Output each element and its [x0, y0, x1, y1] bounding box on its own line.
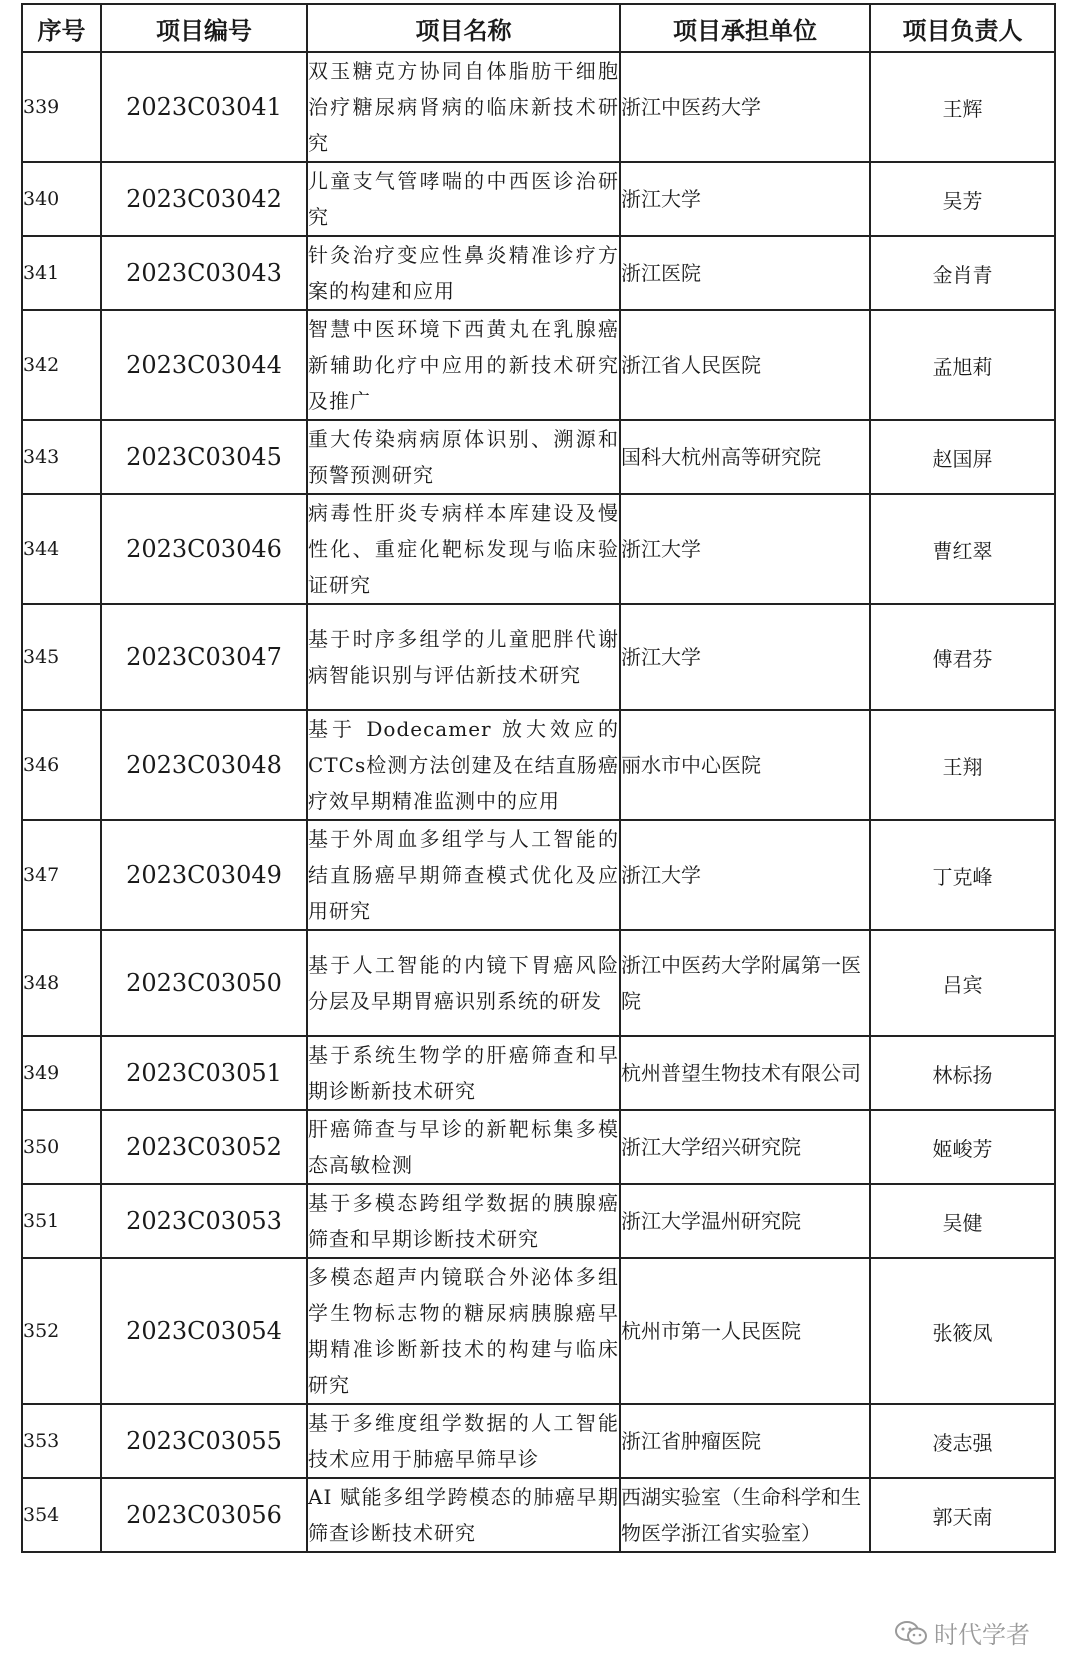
cell-seq: 354 — [22, 1478, 101, 1552]
cell-name: AI 赋能多组学跨模态的肺癌早期筛查诊断技术研究 — [307, 1478, 620, 1552]
cell-seq: 352 — [22, 1258, 101, 1404]
cell-seq: 343 — [22, 420, 101, 494]
cell-code: 2023C03052 — [101, 1110, 307, 1184]
table-row — [22, 1184, 1055, 1258]
cell-seq: 346 — [22, 710, 101, 820]
header-person: 项目负责人 — [870, 4, 1055, 52]
cell-code: 2023C03042 — [101, 162, 307, 236]
cell-person: 吴健 — [870, 1184, 1055, 1258]
cell-unit: 浙江医院 — [620, 236, 870, 310]
watermark-text: 时代学者 — [934, 1621, 1030, 1649]
cell-person: 金肖青 — [870, 236, 1055, 310]
table-row — [22, 162, 1055, 236]
cell-code: 2023C03045 — [101, 420, 307, 494]
header-row — [22, 4, 1055, 52]
cell-seq: 345 — [22, 604, 101, 710]
cell-seq: 348 — [22, 930, 101, 1036]
table-row — [22, 1036, 1055, 1110]
cell-seq: 349 — [22, 1036, 101, 1110]
cell-person: 孟旭莉 — [870, 310, 1055, 420]
cell-unit: 浙江大学 — [620, 494, 870, 604]
cell-name: 智慧中医环境下西黄丸在乳腺癌新辅助化疗中应用的新技术研究及推广 — [307, 310, 620, 420]
table-row — [22, 710, 1055, 820]
table-row — [22, 52, 1055, 162]
cell-unit: 浙江大学 — [620, 820, 870, 930]
table-row — [22, 1478, 1055, 1552]
table-row — [22, 494, 1055, 604]
cell-seq: 353 — [22, 1404, 101, 1478]
cell-person: 姬峻芳 — [870, 1110, 1055, 1184]
table-row — [22, 1258, 1055, 1404]
table-row — [22, 310, 1055, 420]
cell-unit: 浙江中医药大学附属第一医院 — [620, 930, 870, 1036]
table-row — [22, 1404, 1055, 1478]
cell-person: 林标扬 — [870, 1036, 1055, 1110]
wechat-icon — [894, 1620, 928, 1646]
cell-unit: 杭州市第一人民医院 — [620, 1258, 870, 1404]
cell-name: 基于多模态跨组学数据的胰腺癌筛查和早期诊断技术研究 — [307, 1184, 620, 1258]
cell-person: 赵国屏 — [870, 420, 1055, 494]
cell-seq: 351 — [22, 1184, 101, 1258]
cell-seq: 339 — [22, 52, 101, 162]
cell-name: 儿童支气管哮喘的中西医诊治研究 — [307, 162, 620, 236]
cell-code: 2023C03043 — [101, 236, 307, 310]
cell-unit: 浙江大学 — [620, 162, 870, 236]
cell-unit: 浙江大学 — [620, 604, 870, 710]
cell-seq: 350 — [22, 1110, 101, 1184]
cell-name: 基于人工智能的内镜下胃癌风险分层及早期胃癌识别系统的研发 — [307, 930, 620, 1036]
cell-code: 2023C03044 — [101, 310, 307, 420]
cell-name: 基于多维度组学数据的人工智能技术应用于肺癌早筛早诊 — [307, 1404, 620, 1478]
cell-seq: 347 — [22, 820, 101, 930]
cell-person: 郭天南 — [870, 1478, 1055, 1552]
header-unit: 项目承担单位 — [620, 4, 870, 52]
cell-name: 基于 Dodecamer 放大效应的CTCs检测方法创建及在结直肠癌疗效早期精准监测中的应用 — [307, 710, 620, 820]
cell-code: 2023C03046 — [101, 494, 307, 604]
cell-name: 基于外周血多组学与人工智能的结直肠癌早期筛查模式优化及应用研究 — [307, 820, 620, 930]
project-table — [21, 3, 1056, 1553]
header-seq: 序号 — [22, 4, 101, 52]
cell-person: 丁克峰 — [870, 820, 1055, 930]
cell-code: 2023C03048 — [101, 710, 307, 820]
table-row — [22, 420, 1055, 494]
cell-unit: 西湖实验室（生命科学和生物医学浙江省实验室） — [620, 1478, 870, 1552]
cell-code: 2023C03041 — [101, 52, 307, 162]
cell-code: 2023C03054 — [101, 1258, 307, 1404]
cell-unit: 浙江省肿瘤医院 — [620, 1404, 870, 1478]
cell-person: 吴芳 — [870, 162, 1055, 236]
cell-code: 2023C03049 — [101, 820, 307, 930]
cell-seq: 340 — [22, 162, 101, 236]
cell-unit: 国科大杭州高等研究院 — [620, 420, 870, 494]
table-row — [22, 820, 1055, 930]
cell-person: 王翔 — [870, 710, 1055, 820]
cell-name: 针灸治疗变应性鼻炎精准诊疗方案的构建和应用 — [307, 236, 620, 310]
cell-code: 2023C03056 — [101, 1478, 307, 1552]
cell-name: 双玉糖克方协同自体脂肪干细胞治疗糖尿病肾病的临床新技术研究 — [307, 52, 620, 162]
table-row — [22, 930, 1055, 1036]
header-name: 项目名称 — [307, 4, 620, 52]
cell-unit: 浙江中医药大学 — [620, 52, 870, 162]
cell-unit: 丽水市中心医院 — [620, 710, 870, 820]
cell-unit: 浙江省人民医院 — [620, 310, 870, 420]
cell-seq: 344 — [22, 494, 101, 604]
cell-person: 王辉 — [870, 52, 1055, 162]
cell-code: 2023C03047 — [101, 604, 307, 710]
cell-code: 2023C03055 — [101, 1404, 307, 1478]
cell-unit: 浙江大学温州研究院 — [620, 1184, 870, 1258]
cell-code: 2023C03050 — [101, 930, 307, 1036]
cell-code: 2023C03051 — [101, 1036, 307, 1110]
cell-seq: 342 — [22, 310, 101, 420]
cell-name: 肝癌筛查与早诊的新靶标集多模态高敏检测 — [307, 1110, 620, 1184]
cell-unit: 杭州普望生物技术有限公司 — [620, 1036, 870, 1110]
cell-name: 基于系统生物学的肝癌筛查和早期诊断新技术研究 — [307, 1036, 620, 1110]
cell-name: 重大传染病病原体识别、溯源和预警预测研究 — [307, 420, 620, 494]
table-row — [22, 604, 1055, 710]
header-code: 项目编号 — [101, 4, 307, 52]
cell-name: 病毒性肝炎专病样本库建设及慢性化、重症化靶标发现与临床验证研究 — [307, 494, 620, 604]
watermark — [894, 1615, 1030, 1650]
cell-person: 张筱凤 — [870, 1258, 1055, 1404]
cell-person: 傅君芬 — [870, 604, 1055, 710]
cell-seq: 341 — [22, 236, 101, 310]
cell-name: 多模态超声内镜联合外泌体多组学生物标志物的糖尿病胰腺癌早期精准诊断新技术的构建与临床研究 — [307, 1258, 620, 1404]
cell-name: 基于时序多组学的儿童肥胖代谢病智能识别与评估新技术研究 — [307, 604, 620, 710]
table-row — [22, 236, 1055, 310]
cell-person: 曹红翠 — [870, 494, 1055, 604]
cell-code: 2023C03053 — [101, 1184, 307, 1258]
table-row — [22, 1110, 1055, 1184]
cell-unit: 浙江大学绍兴研究院 — [620, 1110, 870, 1184]
cell-person: 吕宾 — [870, 930, 1055, 1036]
cell-person: 凌志强 — [870, 1404, 1055, 1478]
